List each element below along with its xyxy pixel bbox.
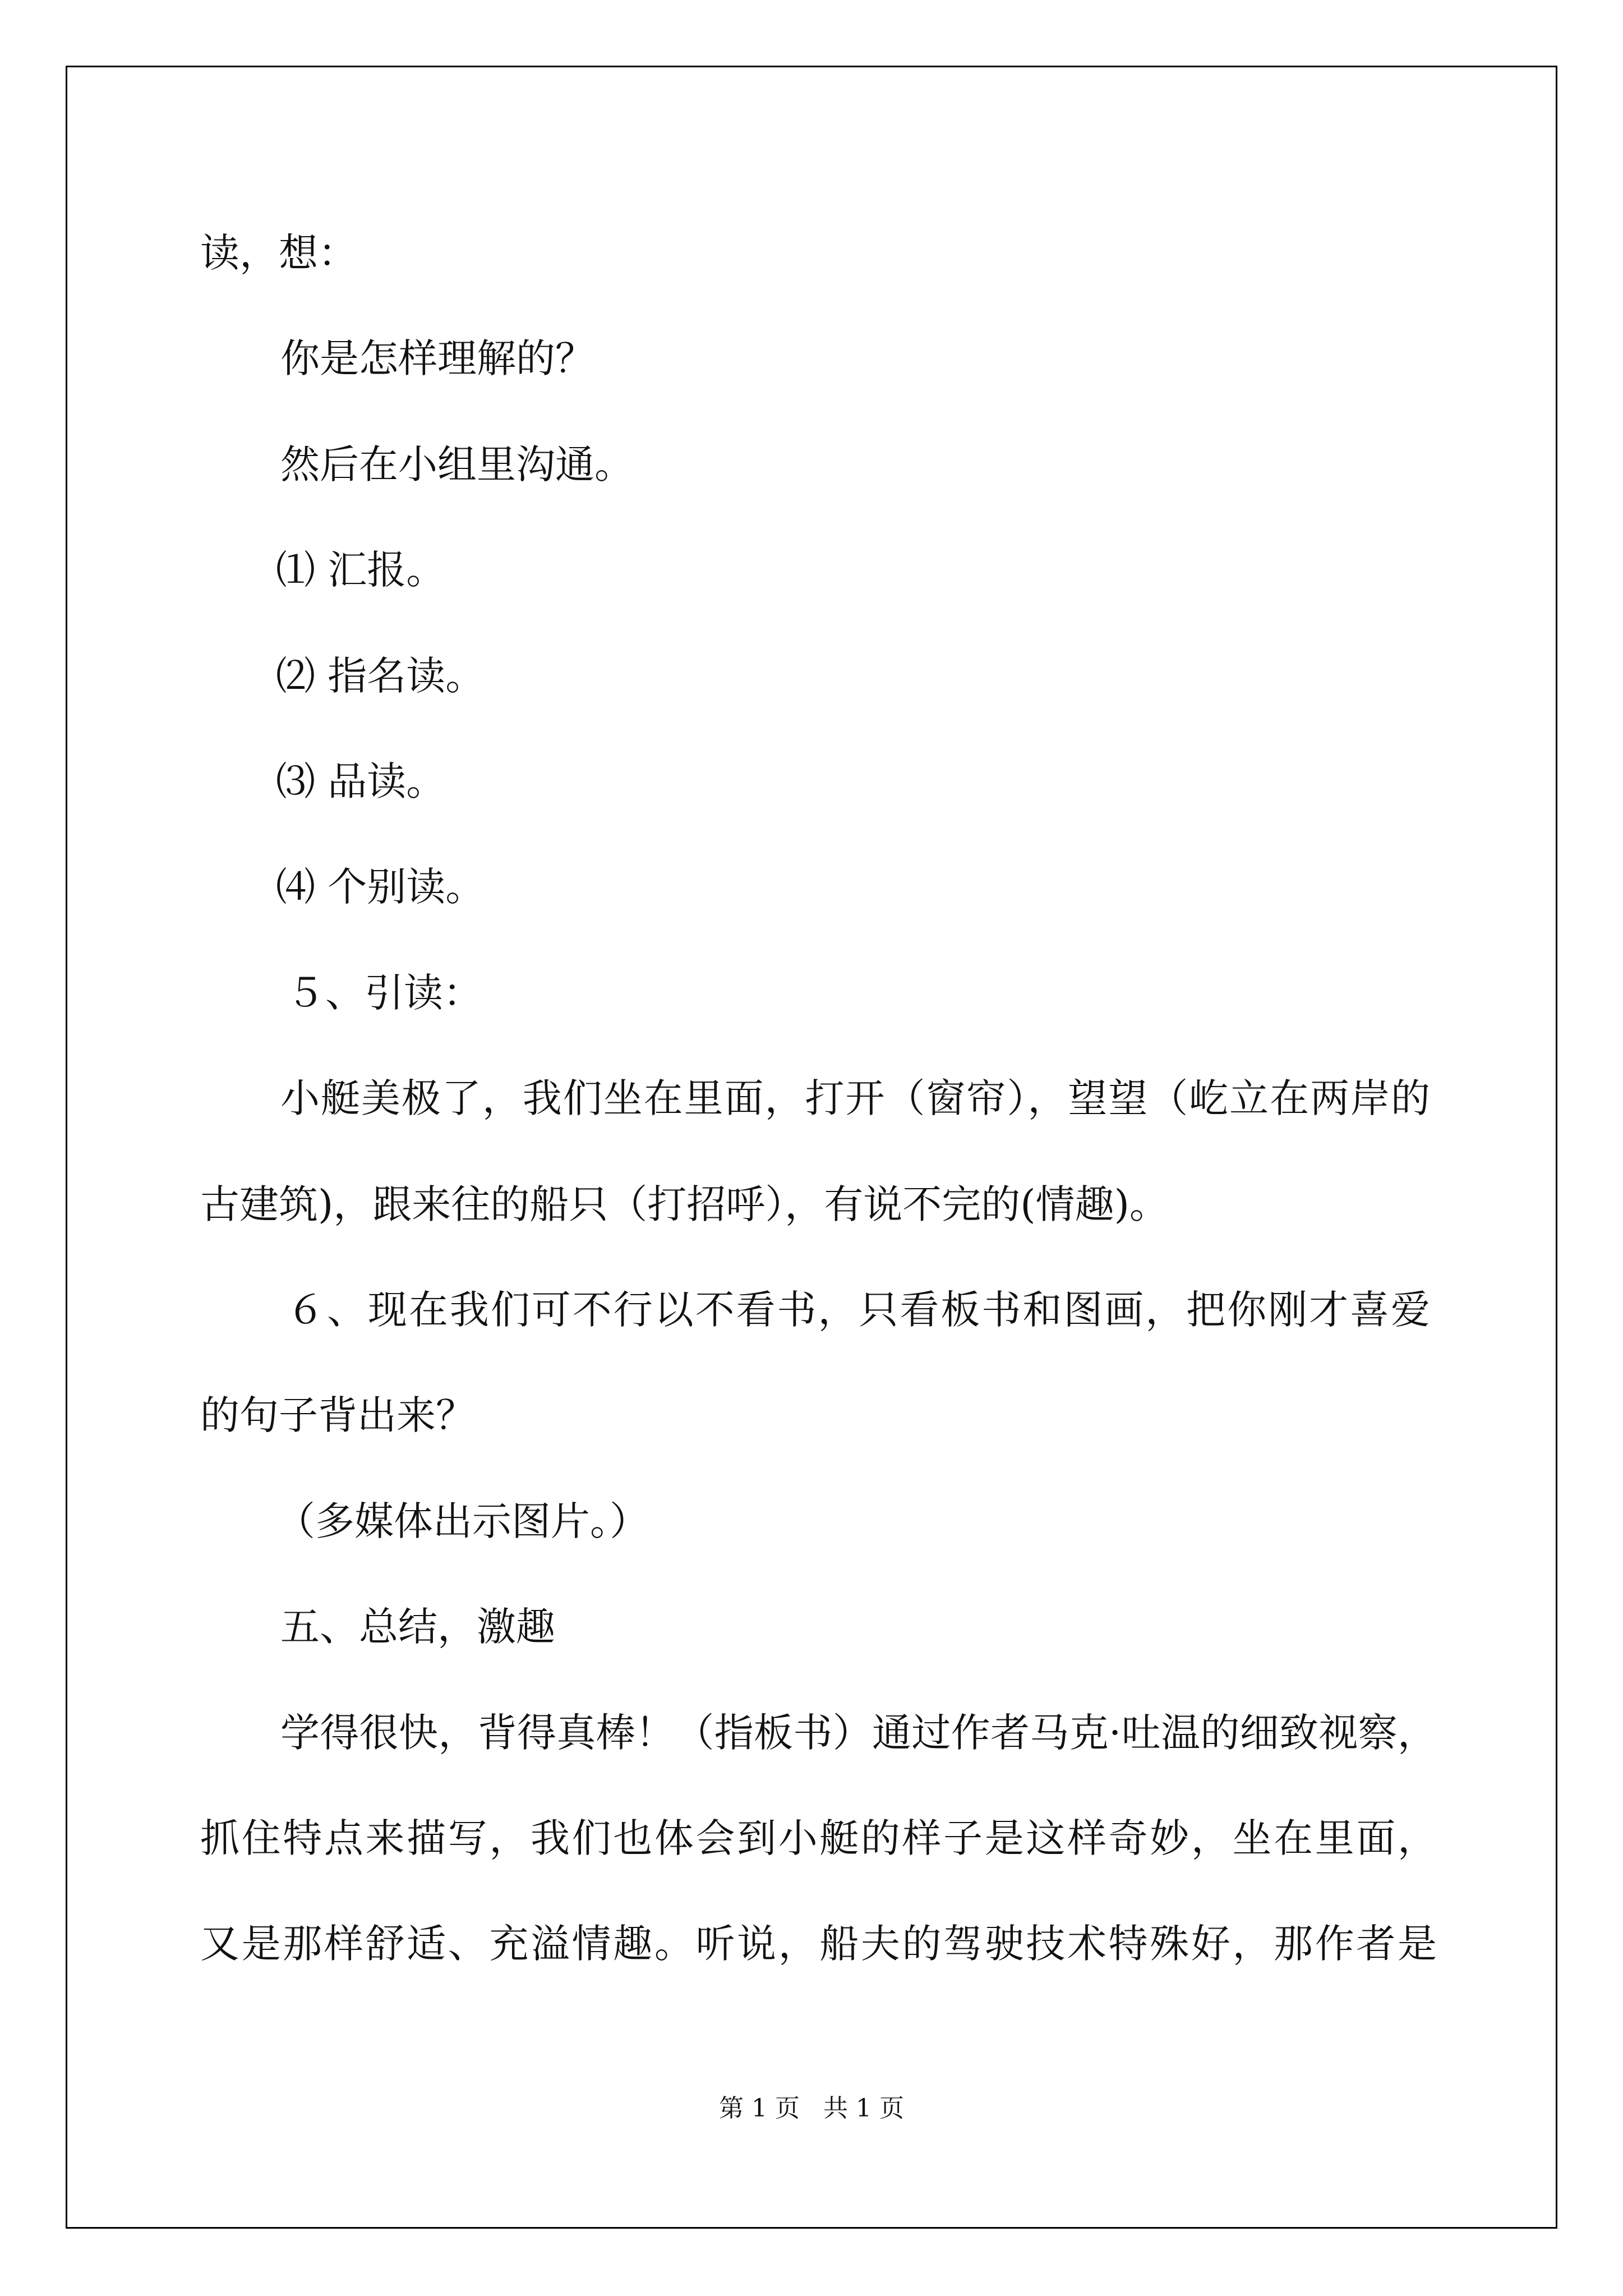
text-line: 读，想： [200,230,357,276]
page-number: 第 1 页 共 1 页 [719,2094,904,2123]
section-heading: 五、总结，激趣 [280,1604,555,1650]
list-item: ⑵ 指名读。 [276,653,485,699]
text-line: ５、引读： [286,970,482,1016]
text-line: 然后在小组里沟通。 [280,441,634,487]
list-item: ⑶ 品读。 [276,758,446,804]
page-border [66,66,1557,2229]
text-line: 抓住特点来描写，我们也体会到小艇的样子是这样奇妙，坐在里面， [200,1815,1437,1861]
text-line: 又是那样舒适、充溢情趣。听说，船夫的驾驶技术特殊好，那作者是 [200,1921,1437,1967]
text-line: 古建筑)，跟来往的船只（打招呼），有说不完的(情趣)。 [200,1181,1169,1227]
text-line: 你是怎样理解的？ [280,335,594,381]
text-line: 学得很快，背得真棒！（指板书）通过作者马克·吐温的细致视察， [280,1710,1437,1756]
list-item: ⑷ 个别读。 [276,864,485,910]
text-line: 小艇美极了，我们坐在里面，打开（窗帘），望望（屹立在两岸的 [280,1075,1430,1121]
page-footer [0,2096,1623,2121]
text-line: ６、现在我们可不行以不看书，只看板书和图画，把你刚才喜爱 [286,1287,1430,1333]
list-item: ⑴ 汇报。 [276,547,446,593]
text-line: 的句子背出来？ [200,1392,475,1438]
text-line: （多媒体出示图片。） [276,1498,649,1544]
